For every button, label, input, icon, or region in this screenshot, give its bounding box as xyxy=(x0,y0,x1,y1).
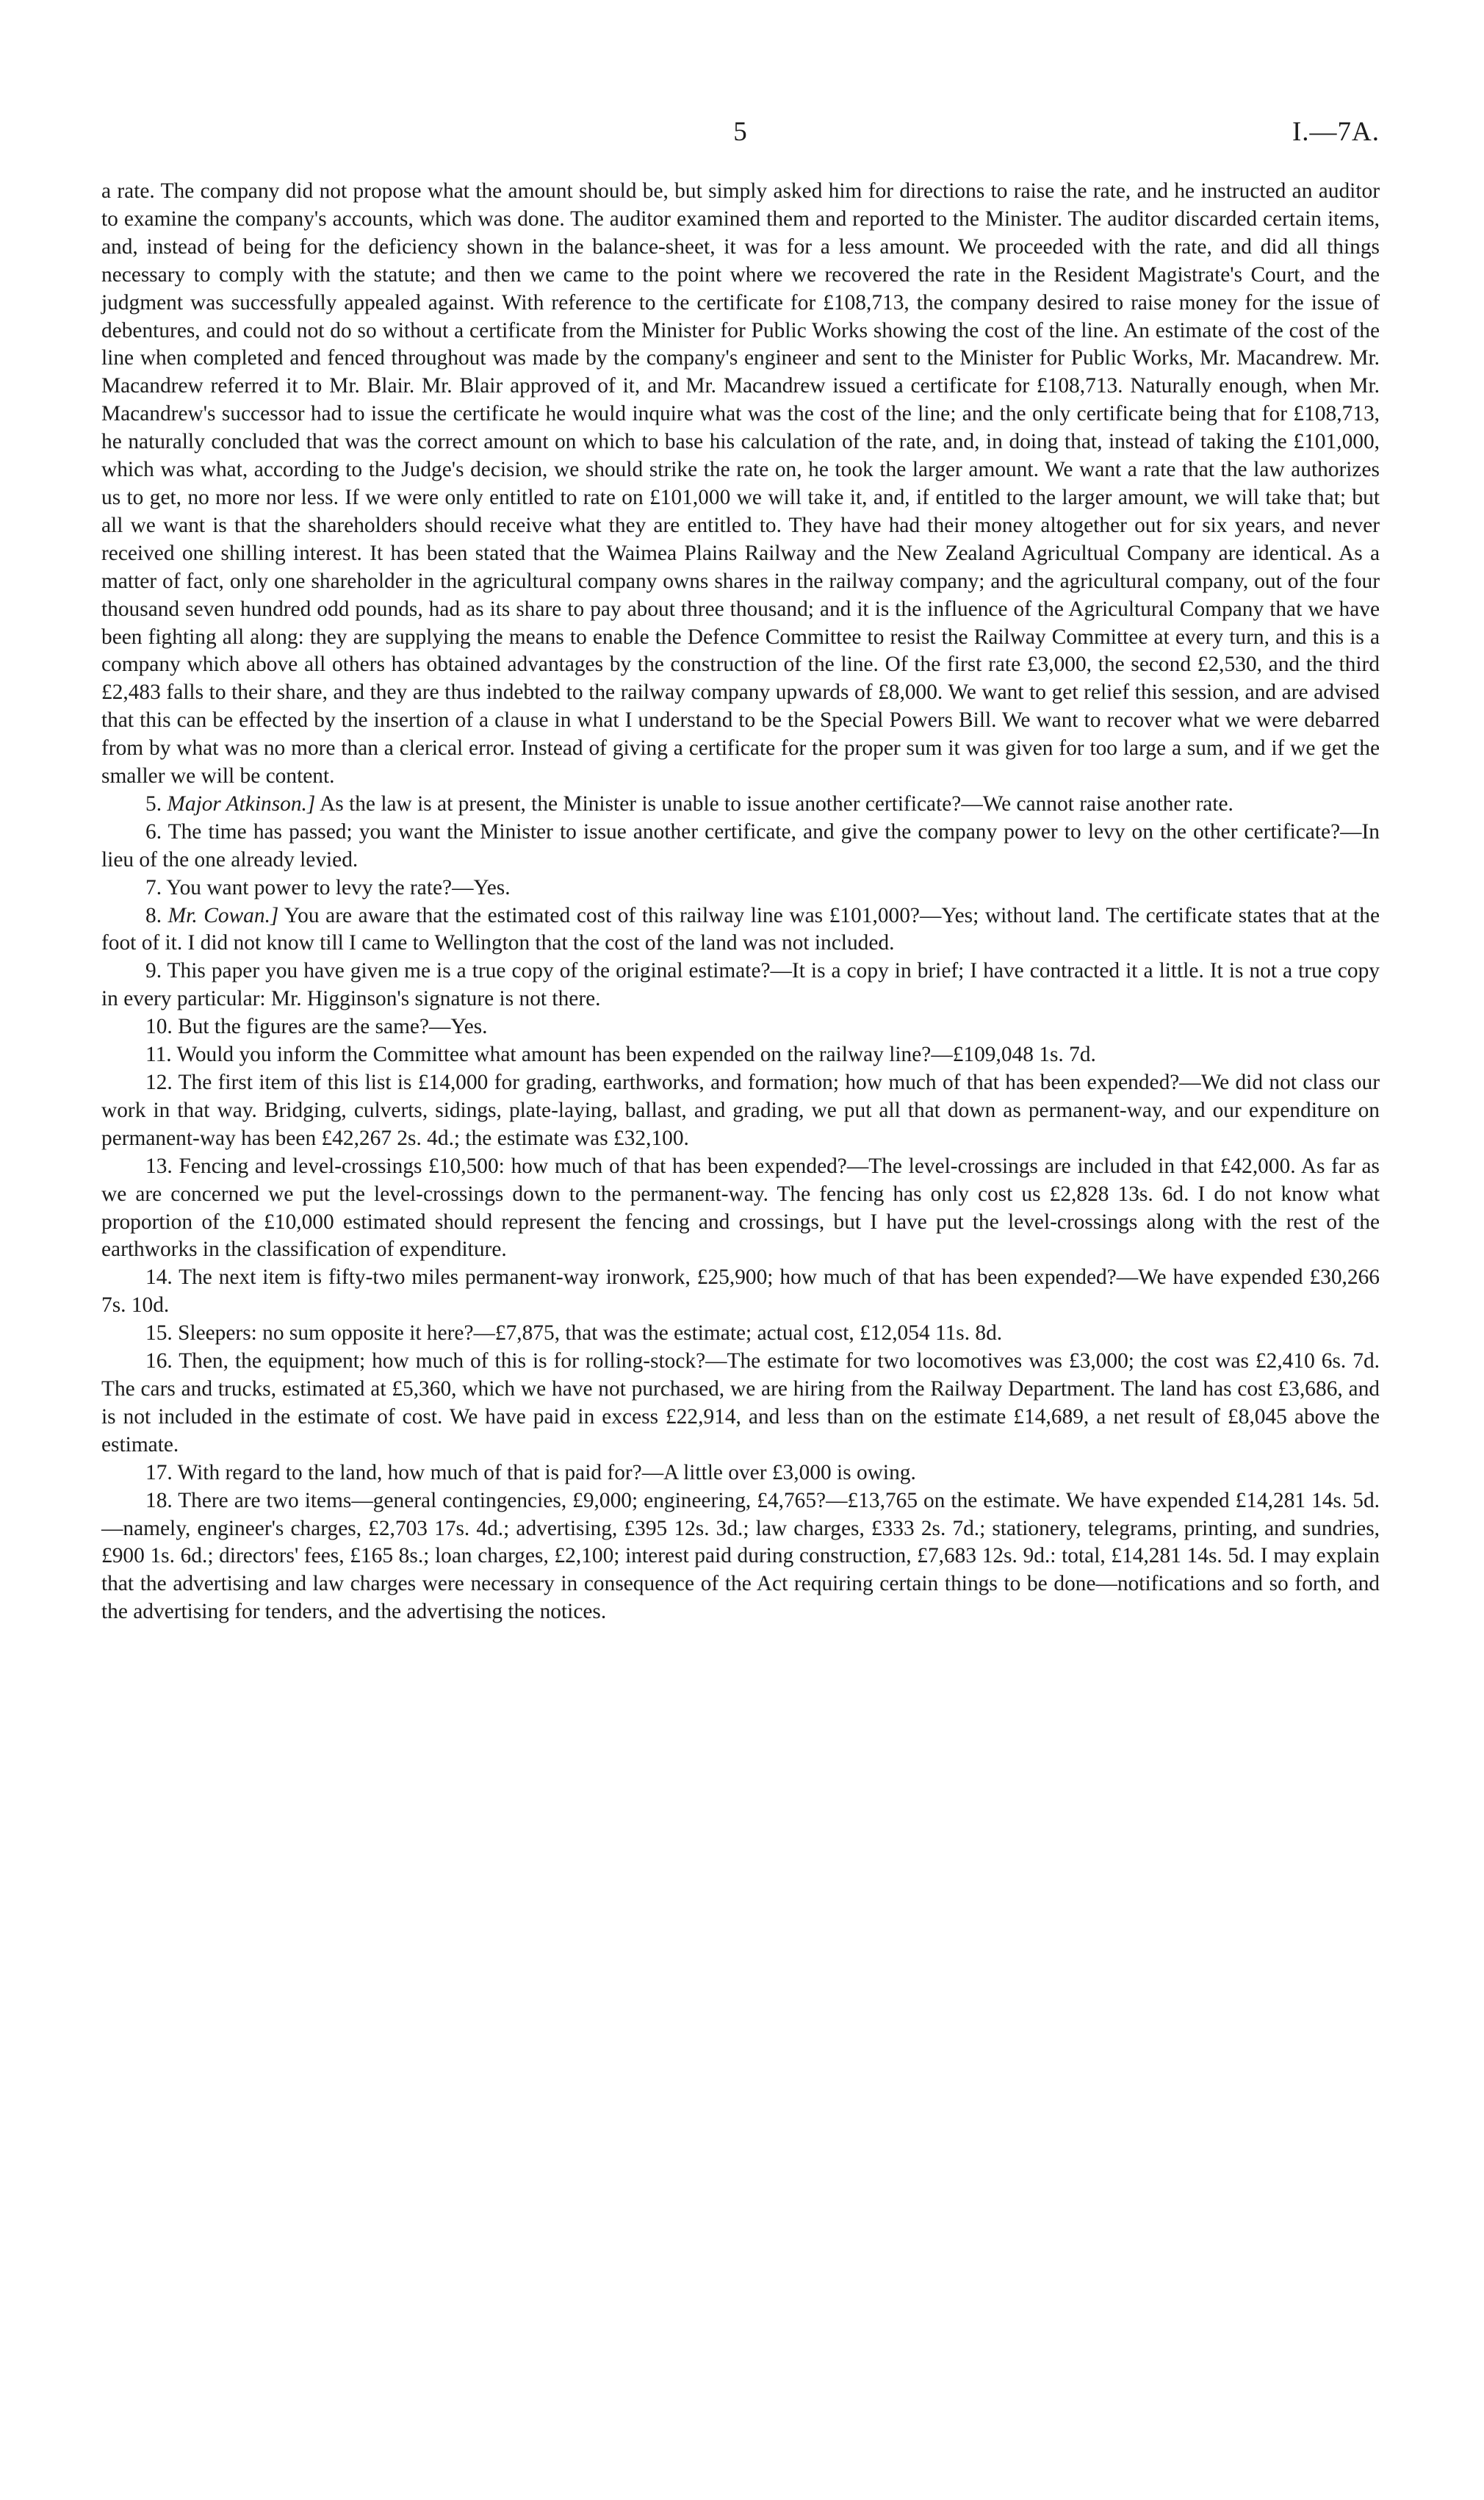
question-17: 17. With regard to the land, how much of that is paid for?—A little over £3,000 is owing. xyxy=(145,1460,916,1484)
question-10: 10. But the figures are the same?—Yes. xyxy=(145,1015,488,1039)
question-6: 6. The time has passed; you want the Minister to issue another certificate, and give the company power to levy on the other certificate?—In lieu of the one already levied. xyxy=(101,819,1380,872)
question-8: 8. Mr. Cowan.] You are aware that the estimated cost of this railway line was £101,000?—Yes; without land. The certificate states that at the foot of it. I did not know till I came to Wellington that the cost of the land was not included. xyxy=(101,903,1380,955)
question-text: As the law is at present, the Minister is unable to issue another certificate?—We cannot raise another rate. xyxy=(320,791,1233,816)
question-15: 15. Sleepers: no sum opposite it here?—£7,875, that was the estimate; actual cost, £12,054 11s. 8d. xyxy=(145,1321,1003,1346)
question-9: 9. This paper you have given me is a true copy of the original estimate?—It is a copy in brief; I have contracted it a little. It is not a true copy in every particular: Mr. Higginson's signature is not there. xyxy=(101,959,1380,1011)
page-header xyxy=(101,109,1380,162)
page-number: 5 xyxy=(733,117,748,147)
question-16: 16. Then, the equipment; how much of this is for rolling-stock?—The estimate for two locomotives was £3,000; the cost was £2,410 6s. 7d. The cars and trucks, estimated at £5,360, which we have not purchased, we are hiring from the Railway Department. The land has cost £3,686, and is not included in the estimate of cost. We have paid in excess £22,914, and less than on the estimate £14,689, a net result of £8,045 above the estimate. xyxy=(101,1349,1380,1456)
question-text: You are aware that the estimated cost of this railway line was £101,000?—Yes; without land. The certificate states that at the foot of it. I did not know till I came to Wellington that the cost of the land was not included. xyxy=(101,903,1380,955)
document-page xyxy=(101,109,1380,1626)
testimony-body xyxy=(101,178,1380,1626)
question-14: 14. The next item is fifty-two miles permanent-way ironwork, £25,900; how much of that has been expended?—We have expended £30,266 7s. 10d. xyxy=(101,1265,1380,1318)
paragraph-continuation: a rate. The company did not propose what the amount should be, but simply asked him for directions to raise the rate, and he instructed an auditor to examine the company's accounts, which was done. The auditor examined them and reported to the Minister. The auditor discarded certain items, and, instead of being for the deficiency shown in the balance-sheet, it was for a less amount. We proceeded with the rate, and did all things necessary to comply with the statute; and then we came to the point where we recovered the rate in the Resident Magistrate's Court, and the judgment was successfully appealed against. With reference to the certificate for £108,713, the company desired to raise money for the issue of debentures, and could not do so without a certificate from the Minister for Public Works showing the cost of the line. An estimate of the cost of the line when completed and fenced throughout was made by the company's engineer and sent to the Minister for Public Works, Mr. Macandrew. Mr. Macandrew referred it to Mr. Blair. Mr. Blair approved of it, and Mr. Macandrew issued a certificate for £108,713. Naturally enough, when Mr. Macandrew's successor had to issue the certificate he would inquire what was the cost of the line; and the only certificate being that for £108,713, he naturally concluded that was the correct amount on which to base his calculation of the rate, and, in doing that, instead of taking the £101,000, which was what, according to the Judge's decision, we should strike the rate on, he took the larger amount. We want a rate that the law authorizes us to get, no more nor less. If we were only entitled to rate on £101,000 we will take it, and, if entitled to the larger amount, we will take that; but all we want is that the shareholders should receive what they are entitled to. They have had their money altogether out for six years, and never received one shilling interest. It has been stated that the Waimea Plains Railway and the New Zealand Agricultual Company are identical. As a matter of fact, only one shareholder in the agricultural company owns shares in the railway company; and the agricultural company, out of the four thousand seven hundred odd pounds, had as its share to pay about three thousand; and it is the influence of the Agricultural Company that we have been fighting all along: they are supplying the means to enable the Defence Committee to resist the Railway Committee at every turn, and this is a company which above all others has obtained advantages by the construction of the line. Of the first rate £3,000, the second £2,530, and the third £2,483 falls to their share, and they are thus indebted to the railway company upwards of £8,000. We want to get relief this session, and are advised that this can be effected by the insertion of a clause in what I understand to be the Special Powers Bill. We want to recover what we were debarred from by what was no more than a clerical error. Instead of giving a certificate for the proper sum it was given for too large a sum, and if we get the smaller we will be content. xyxy=(101,179,1380,789)
question-13: 13. Fencing and level-crossings £10,500: how much of that has been expended?—The level-crossings are included in that £42,000. As far as we are concerned we put the level-crossings down to the permanent-way. The fencing has only cost us £2,828 13s. 6d. I do not know what proportion of the £10,000 estimated should represent the fencing and crossings, but I have put the level-crossings along with the rest of the earthworks in the classification of expenditure. xyxy=(101,1154,1380,1262)
question-7: 7. You want power to levy the rate?—Yes. xyxy=(145,875,511,899)
speaker-label: Major Atkinson.] xyxy=(167,791,316,816)
question-18: 18. There are two items—general contingencies, £9,000; engineering, £4,765?—£13,765 on the estimate. We have expended £14,281 14s. 5d.—namely, engineer's charges, £2,703 17s. 4d.; advertising, £395 12s. 3d.; law charges, £333 2s. 7d.; stationery, telegrams, printing, and sundries, £900 1s. 6d.; directors' fees, £165 8s.; loan charges, £2,100; interest paid during construction, £7,683 12s. 9d.: total, £14,281 14s. 5d. I may explain that the advertising and law charges were necessary in consequence of the Act requiring certain things to be done—notifications and so forth, and the advertising for tenders, and the advertising the notices. xyxy=(101,1488,1380,1624)
speaker-label: Mr. Cowan.] xyxy=(168,903,279,927)
question-5: 5. Major Atkinson.] As the law is at present, the Minister is unable to issue another certificate?—We cannot raise another rate. xyxy=(145,791,1233,816)
question-11: 11. Would you inform the Committee what amount has been expended on the railway line?—£109,048 1s. 7d. xyxy=(145,1043,1096,1067)
question-12: 12. The first item of this list is £14,000 for grading, earthworks, and formation; how much of that has been expended?—We did not class our work in that way. Bridging, culverts, sidings, plate-laying, ballast, and grading, we put all that down as permanent-way, and our expenditure on permanent-way has been £42,267 2s. 4d.; the estimate was £32,100. xyxy=(101,1071,1380,1150)
document-reference: I.—7A. xyxy=(1292,117,1380,147)
